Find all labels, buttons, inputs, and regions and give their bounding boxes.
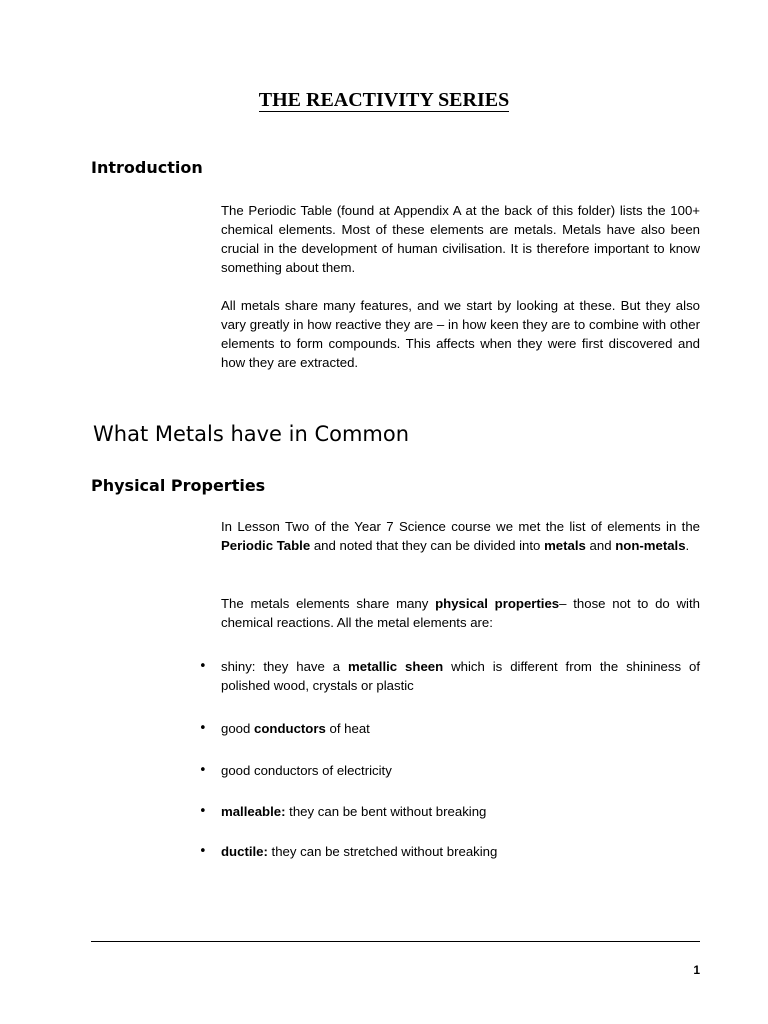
non-metals-term: non-metals bbox=[615, 538, 686, 553]
bullet-icon: • bbox=[199, 721, 207, 736]
physical-properties-text-1: The metals elements share many bbox=[221, 596, 436, 611]
lesson-two-text-1: In Lesson Two of the Year 7 Science course we met the list of elements in the bbox=[221, 519, 700, 534]
list-item-text bbox=[221, 657, 700, 695]
physical-properties-paragraph bbox=[221, 594, 700, 632]
list-item-text bbox=[221, 719, 700, 738]
periodic-table-term: Periodic Table bbox=[221, 538, 311, 553]
physical-properties-text-2: – those not to do with chemical reactions. All the metal elements are: bbox=[221, 596, 700, 630]
introduction-paragraph-1: The Periodic Table (found at Appendix A at the back of this folder) lists the 100+ chemical elements. Most of these elements are metals. Metals have also been crucial in the development of human civilisation. It is therefore important to know something about them. bbox=[221, 203, 700, 275]
lesson-two-text-4: . bbox=[685, 538, 690, 553]
malleable-text: they can be bent without breaking bbox=[285, 804, 487, 819]
bullet-icon: • bbox=[199, 763, 207, 778]
heat-text-2: of heat bbox=[325, 721, 370, 736]
ductile-text: they can be stretched without breaking bbox=[267, 844, 498, 859]
metals-term: metals bbox=[544, 538, 586, 553]
shiny-text-1: shiny: they have a bbox=[221, 659, 349, 674]
list-item-text bbox=[221, 802, 700, 821]
bullet-icon: • bbox=[199, 659, 207, 674]
lesson-two-text-2: and noted that they can be divided into bbox=[310, 538, 545, 553]
bullet-icon: • bbox=[199, 804, 207, 819]
document-title-text: THE REACTIVITY SERIES bbox=[258, 89, 510, 111]
footer-divider bbox=[91, 941, 700, 942]
list-item-text bbox=[221, 842, 700, 861]
conductors-term: conductors bbox=[254, 721, 326, 736]
lesson-two-paragraph bbox=[221, 517, 700, 555]
section-heading: What Metals have in Common bbox=[93, 422, 410, 446]
lesson-two-text-3: and bbox=[585, 538, 616, 553]
heat-text-1: good bbox=[221, 721, 255, 736]
metallic-sheen-term: metallic sheen bbox=[348, 659, 444, 674]
electricity-text: good conductors of electricity bbox=[221, 763, 392, 778]
introduction-paragraph-2: All metals share many features, and we start by looking at these. But they also vary greatly in how reactive they are – in how keen they are to combine with other elements to form compounds. This affects when they were first discovered and how they are extracted. bbox=[221, 298, 700, 370]
physical-properties-term: physical properties bbox=[435, 596, 560, 611]
bullet-icon: • bbox=[199, 844, 207, 859]
malleable-term: malleable: bbox=[221, 804, 286, 819]
physical-properties-heading: Physical Properties bbox=[91, 476, 266, 495]
shiny-text-2: which is different from the shininess of polished wood, crystals or plastic bbox=[221, 659, 700, 693]
document-title bbox=[0, 88, 768, 112]
ductile-term: ductile: bbox=[221, 844, 268, 859]
page-number: 1 bbox=[693, 963, 700, 977]
introduction-heading: Introduction bbox=[91, 158, 203, 177]
list-item-text bbox=[221, 761, 700, 780]
